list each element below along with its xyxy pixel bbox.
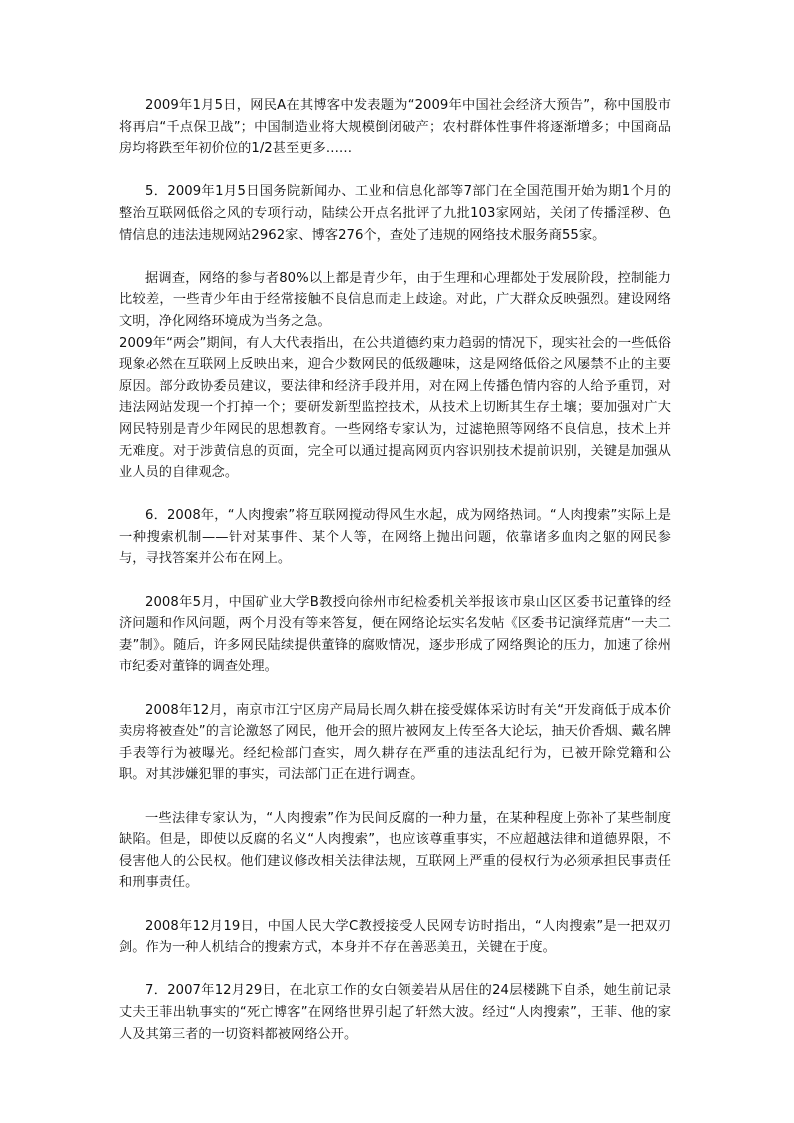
paragraph-item-7-death-blog: 7．2007年12月29日，在北京工作的女白领姜岩从居住的24层楼跳下自杀，她生前记录丈夫王菲出轨事实的“死亡博客”在网络世界引起了轩然大波。经过“人肉搜索”，王菲、他的家人及其第三者的一切资料都被网络公开。 xyxy=(119,983,671,1042)
paragraph-item-6-human-flesh-search: 6．2008年，“人肉搜索”将互联网搅动得风生水起，成为网络热词。“人肉搜索”实际上是一种搜索机制——针对某事件、某个人等，在网络上抛出问题，依靠诸多血肉之躯的网民参与，寻找答案并公布在网上。 xyxy=(119,508,671,567)
paragraph-gap xyxy=(119,894,671,916)
paragraph-item-5-campaign: 5．2009年1月5日国务院新闻办、工业和信息化部等7部门在全国范围开始为期1个月的整治互联网低俗之风的专项行动，陆续公开点名批评了九批103家网站，关闭了传播淫秽、色情信息的违法违规网站2962家、博客276个，查处了违规的网络技术服务商55家。 xyxy=(119,184,671,243)
paragraph-gap xyxy=(119,786,671,808)
paragraph-gap xyxy=(119,570,671,592)
paragraph-gap xyxy=(119,959,671,981)
paragraph-professor-c: 2008年12月19日，中国人民大学C教授接受人民网专访时指出，“人肉搜索”是一把双刃剑。作为一种人机结合的搜索方式，本身并不存在善恶美丑，关键在于度。 xyxy=(119,918,671,956)
paragraph-gap xyxy=(119,246,671,268)
paragraph-survey-youth: 据调查，网络的参与者80%以上都是青少年，由于生理和心理都处于发展阶段，控制能力比较差，一些青少年由于经常接触不良信息而走上歧途。对此，广大群众反映强烈。建设网络文明，净化网络环境成为当务之急。 xyxy=(119,270,671,329)
paragraph-gap xyxy=(119,160,671,182)
paragraph-zhou-jiugeng-case: 2008年12月，南京市江宁区房产局局长周久耕在接受媒体采访时有关“开发商低于成本价卖房将被查处”的言论激怒了网民，他开会的照片被网友上传至各大论坛，抽天价香烟、戴名牌手表等行为被曝光。经纪检部门查实，周久耕存在严重的违法乱纪行为，已被开除党籍和公职。对其涉嫌犯罪的事实，司法部门正在进行调查。 xyxy=(119,702,671,783)
paragraph-legal-experts: 一些法律专家认为，“人肉搜索”作为民间反腐的一种力量，在某种程度上弥补了某些制度缺陷。但是，即使以反腐的名义“人肉搜索”，也应该尊重事实，不应超越法律和道德界限，不侵害他人的公民权。他们建议修改相关法律法规，互联网上严重的侵权行为必须承担民事责任和刑事责任。 xyxy=(119,810,671,891)
paragraph-gap xyxy=(119,678,671,700)
paragraph-two-sessions: 2009年“两会”期间，有人大代表指出，在公共道德约束力趋弱的情况下，现实社会的一些低俗现象必然在互联网上反映出来，迎合少数网民的低级趣味，这是网络低俗之风屡禁不止的主要原因。部分政协委员建议，要法律和经济手段并用，对在网上传播色情内容的人给予重罚，对违法网站发现一个打掉一个；要研发新型监控技术，从技术上切断其生存土壤；要加强对广大网民特别是青少年网民的思想教育。一些网络专家认为，过滤艳照等网络不良信息，技术上并无难度。对于涉黄信息的页面，完全可以通过提高网页内容识别技术提前识别，关键是加强从业人员的自律观念。 xyxy=(119,335,671,481)
paragraph-dong-feng-case: 2008年5月，中国矿业大学B教授向徐州市纪检委机关举报该市泉山区区委书记董锋的经济问题和作风问题，两个月没有等来答复，便在网络论坛实名发帖《区委书记演绎荒唐“一夫二妻”制》。随后，许多网民陆续提供董锋的腐败情况，逐步形成了网络舆论的压力，加速了徐州市纪委对董锋的调查处理。 xyxy=(119,594,671,675)
document-page xyxy=(119,95,671,1045)
paragraph-netizen-a-blog: 2009年1月5日，网民A在其博客中发表题为“2009年中国社会经济大预告”，称中国股市将再启“千点保卫战”；中国制造业将大规模倒闭破产；农村群体性事件将逐渐增多；中国商品房均将跌至年初价位的1/2甚至更多…… xyxy=(119,98,671,157)
paragraph-gap xyxy=(119,484,671,506)
